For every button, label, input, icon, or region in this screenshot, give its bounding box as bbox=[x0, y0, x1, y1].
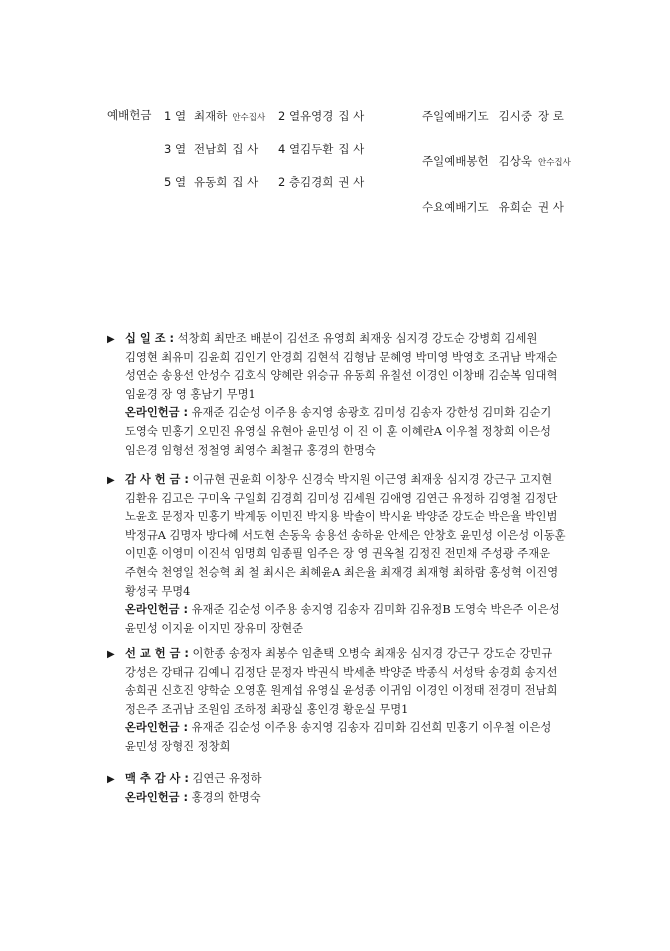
offering-assignee bbox=[194, 141, 258, 157]
offering-position: 2 층 bbox=[278, 175, 301, 189]
assignee-title: 집 사 bbox=[232, 175, 259, 189]
donor-names: 석창희 최만조 배분이 김선조 유영희 최재웅 심지경 강도순 강병희 김세원 bbox=[174, 332, 538, 345]
assignee-title: 집 사 bbox=[232, 142, 259, 156]
donor-line bbox=[107, 349, 577, 368]
assignee-title: 집 사 bbox=[338, 142, 365, 156]
assignee-name: 김두환 bbox=[300, 142, 334, 156]
role-row bbox=[422, 153, 571, 169]
online-heading: 온라인헌금 : bbox=[125, 790, 189, 804]
role-label: 수요예배기도 bbox=[422, 200, 489, 214]
offering-position: 1 열 bbox=[164, 109, 187, 123]
online-line bbox=[107, 442, 577, 461]
offering-position: 4 열 bbox=[278, 142, 301, 156]
offering-assignee bbox=[300, 108, 364, 124]
offering-assignee bbox=[300, 174, 364, 190]
online-line bbox=[107, 789, 577, 808]
arrow-icon: ▶ bbox=[107, 475, 115, 486]
role-title: 안수집사 bbox=[537, 158, 571, 168]
offering-position: 2 열 bbox=[278, 109, 301, 123]
role-row bbox=[422, 199, 564, 215]
role-name: 김시중 bbox=[498, 109, 532, 123]
donor-section bbox=[107, 471, 577, 638]
assignee-title: 집 사 bbox=[338, 109, 365, 123]
offering-position: 3 열 bbox=[164, 142, 187, 156]
donor-names: 홍경의 한명숙 bbox=[188, 790, 261, 804]
donor-section bbox=[107, 645, 577, 757]
donor-names: 유재준 김순성 이주용 송지영 김송자 김미화 김선희 민홍기 이우철 이은성 bbox=[188, 721, 552, 735]
offering-position: 5 열 bbox=[164, 175, 187, 189]
donor-line bbox=[107, 527, 577, 546]
donor-line bbox=[107, 645, 577, 664]
assignee-title: 안수집사 bbox=[232, 113, 266, 123]
section-heading: 선 교 헌 금 : bbox=[125, 647, 189, 660]
section-heading: 십 일 조 : bbox=[125, 332, 175, 345]
offering-label: 예배헌금 bbox=[107, 108, 152, 122]
donor-line bbox=[107, 701, 577, 720]
section-heading: 맥 추 감 사 : bbox=[125, 772, 189, 785]
assignee-name: 최재하 bbox=[194, 109, 228, 123]
donor-names: 임윤경 장 영 홍남기 무명1 bbox=[125, 387, 256, 401]
online-line bbox=[107, 423, 577, 442]
role-label: 주일예배봉헌 bbox=[422, 154, 489, 168]
online-line bbox=[107, 738, 577, 757]
donor-line bbox=[107, 330, 577, 349]
donor-line bbox=[107, 508, 577, 527]
donor-names: 정은주 조귀남 조원임 조하정 최광실 홍인경 황운실 무명1 bbox=[125, 702, 409, 716]
donor-names: 김환유 김고은 구미옥 구일회 김경희 김미성 김세원 김애영 김연근 유정하 김영철 김정단 bbox=[125, 491, 558, 505]
role-row bbox=[422, 108, 564, 124]
assignee-title: 권 사 bbox=[338, 175, 365, 189]
donor-section bbox=[107, 770, 577, 807]
assignee-name: 유동희 bbox=[194, 175, 228, 189]
donor-names: 주현숙 천영일 천승혁 최 철 최시은 최혜윤A 최은율 최재경 최재형 최하람 홍성혁 이진영 bbox=[125, 565, 559, 579]
donor-line bbox=[107, 583, 577, 602]
donor-names: 김영현 최유미 김윤희 김인기 안경희 김현석 김형남 문혜영 박미영 박영호 조귀남 박재순 bbox=[125, 350, 558, 364]
role-label: 주일예배기도 bbox=[422, 109, 489, 123]
donor-names: 송희권 신호진 양학순 오영훈 원계섭 유영실 윤성종 이귀임 이경인 이정태 전경미 전남희 bbox=[125, 684, 558, 698]
arrow-icon: ▶ bbox=[107, 334, 115, 345]
role-name: 유희순 bbox=[498, 200, 532, 214]
donor-names: 유재준 김순성 이주용 송지영 송광호 김미성 김송자 강한성 김미화 김순기 bbox=[188, 406, 552, 420]
role-name: 김상욱 bbox=[498, 154, 532, 168]
donor-line bbox=[107, 664, 577, 683]
donor-line bbox=[107, 564, 577, 583]
donor-names: 이한종 송정자 최봉수 임춘택 오병숙 최재웅 심지경 강근구 강도순 강민규 bbox=[188, 647, 553, 660]
offering-assignee bbox=[194, 174, 258, 190]
arrow-icon: ▶ bbox=[107, 774, 115, 785]
online-heading: 온라인헌금 : bbox=[125, 406, 189, 420]
donor-names: 윤민성 이지윤 이지민 장유미 장현준 bbox=[125, 621, 304, 635]
online-line bbox=[107, 620, 577, 639]
donor-names: 김연근 유정하 bbox=[188, 772, 262, 785]
offering-assignee bbox=[194, 108, 265, 124]
donor-section bbox=[107, 330, 577, 460]
donor-names: 임은경 임형선 정철영 최영수 최철규 홍경의 한명숙 bbox=[125, 443, 376, 457]
arrow-icon: ▶ bbox=[107, 649, 115, 660]
donor-names: 강성은 강태규 김예니 김정단 문정자 박권식 박세춘 박양준 박종식 서성탁 송경희 송지선 bbox=[125, 665, 558, 679]
donor-line bbox=[107, 386, 577, 405]
donor-names: 성연순 송용선 안성수 김호식 양혜란 위승규 유동희 유칠선 이경인 이창배 김순복 임대혁 bbox=[125, 369, 558, 383]
assignee-name: 유영경 bbox=[300, 109, 334, 123]
donor-names: 도영숙 민홍기 오민진 유영실 유현아 윤민성 이 진 이 훈 이혜란A 이우철 정창희 이은성 bbox=[125, 424, 551, 438]
donor-line bbox=[107, 471, 577, 490]
online-line bbox=[107, 601, 577, 620]
donor-names: 이규현 권윤희 이창우 신경숙 박지원 이근영 최재웅 심지경 강근구 고지현 bbox=[188, 473, 553, 486]
donor-names: 박정규A 김명자 방다혜 서도현 손동욱 송용선 송하윤 안세은 안창호 윤민성 이은성 이동훈 bbox=[125, 528, 566, 542]
donor-names: 유재준 김순성 이주용 송지영 김송자 김미화 김유정B 도영숙 박은주 이은성 bbox=[188, 603, 560, 617]
donor-names: 황성국 무명4 bbox=[125, 584, 191, 598]
assignee-name: 전남희 bbox=[194, 142, 228, 156]
online-heading: 온라인헌금 : bbox=[125, 603, 189, 617]
donor-names: 노윤호 문정자 민홍기 박계동 이민진 박지용 박솔이 박시윤 박양준 강도순 박은율 박인범 bbox=[125, 510, 558, 524]
donor-names: 윤민성 장형진 정창희 bbox=[125, 739, 231, 753]
donor-line bbox=[107, 682, 577, 701]
role-title: 권 사 bbox=[537, 200, 564, 214]
offering-assignee bbox=[300, 141, 364, 157]
assignee-name: 김경희 bbox=[300, 175, 334, 189]
role-title: 장 로 bbox=[537, 109, 564, 123]
donor-line bbox=[107, 490, 577, 509]
online-heading: 온라인헌금 : bbox=[125, 721, 189, 735]
donor-line bbox=[107, 770, 577, 789]
donor-names: 이민훈 이영미 이진석 임명희 임종필 임주은 장 영 권옥철 김정진 전민채 주성광 주재운 bbox=[125, 547, 551, 561]
donor-line bbox=[107, 367, 577, 386]
section-heading: 감 사 헌 금 : bbox=[125, 473, 189, 486]
online-line bbox=[107, 404, 577, 423]
online-line bbox=[107, 719, 577, 738]
donor-line bbox=[107, 545, 577, 564]
